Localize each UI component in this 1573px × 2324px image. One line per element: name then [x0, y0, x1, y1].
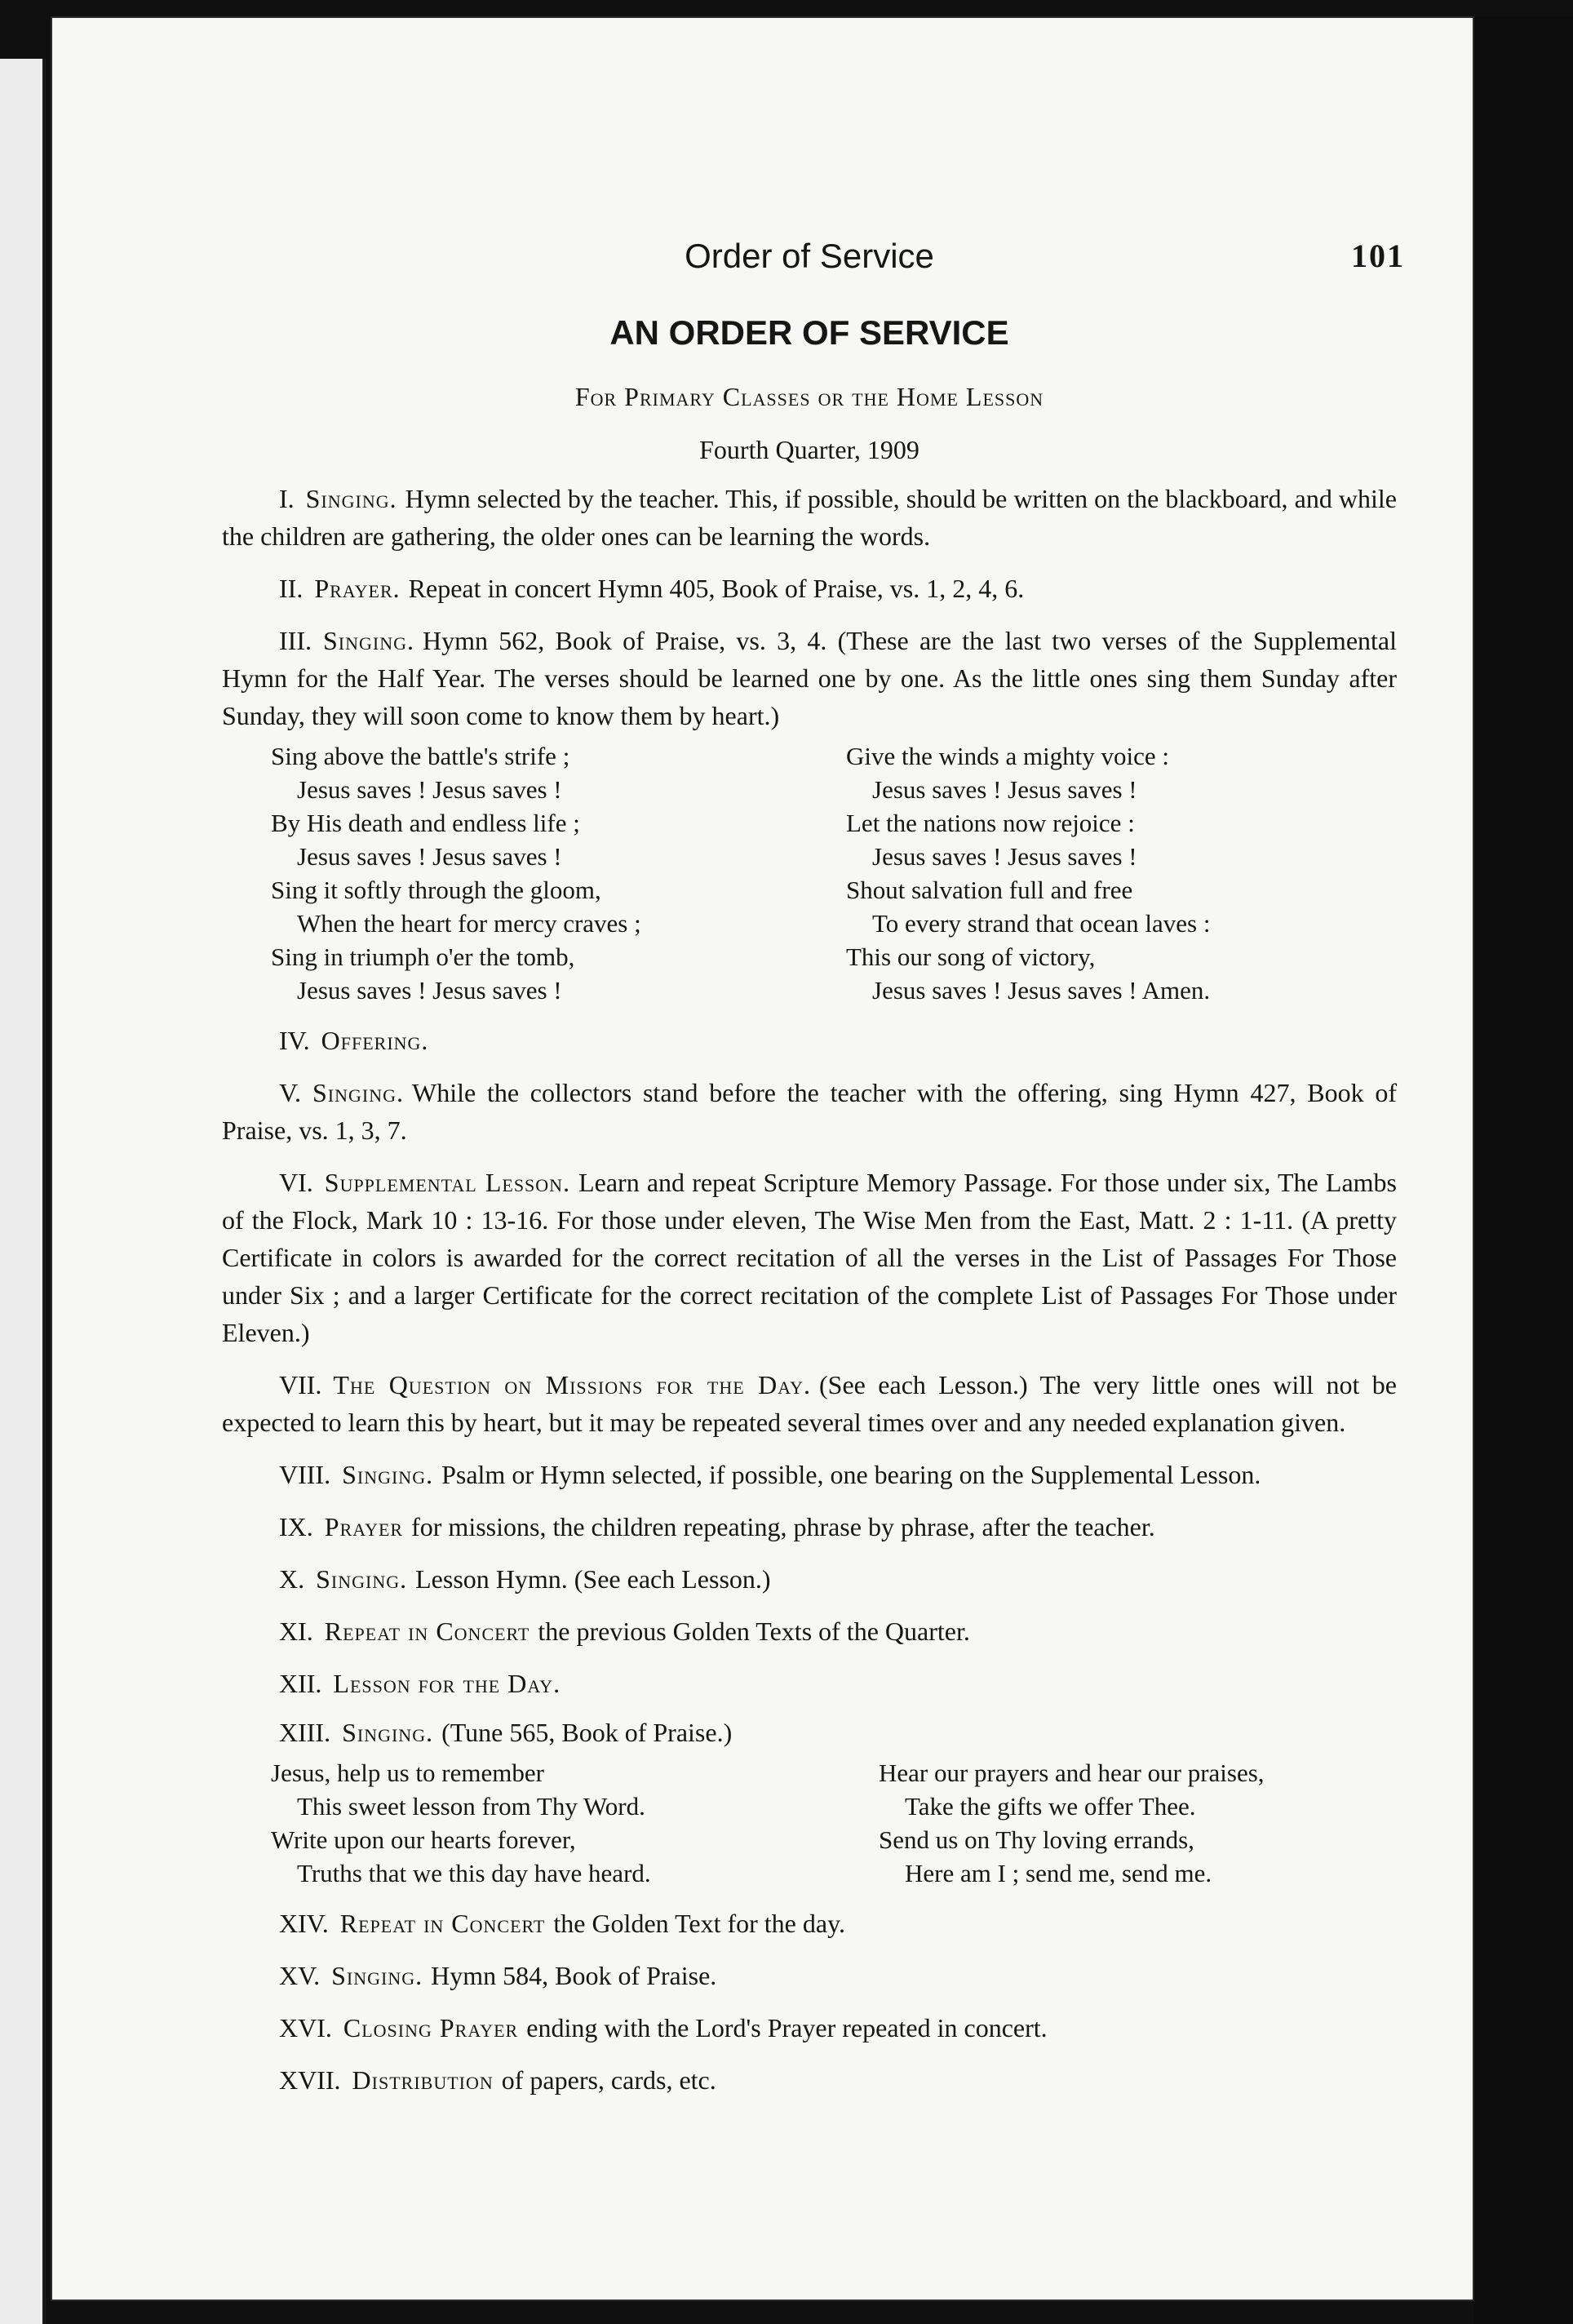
item-heading: Singing. [312, 1078, 404, 1107]
running-title: Order of Service [685, 237, 934, 275]
verse-line: Sing in triumph o'er the tomb, [271, 942, 575, 971]
item-text: for missions, the children repeating, phrase by phrase, after the teacher. [411, 1512, 1155, 1541]
item-number: XVI. [279, 2013, 332, 2042]
verse-line: Write upon our hearts forever, [271, 1825, 576, 1854]
verse-line: Jesus saves ! Jesus saves ! Amen. [872, 976, 1211, 1005]
item-heading: Singing. [322, 626, 414, 655]
item-xii [222, 1665, 1397, 1702]
verse-line: By His death and endless life ; [271, 809, 580, 837]
verse-line: Jesus saves ! Jesus saves ! [297, 775, 562, 804]
item-text: the Golden Text for the day. [553, 1909, 845, 1938]
item-ix [222, 1508, 1397, 1546]
verse-line: Send us on Thy loving errands, [879, 1825, 1194, 1854]
item-xi [222, 1612, 1397, 1650]
item-heading: Singing. [316, 1564, 408, 1594]
item-text: Repeat in concert Hymn 405, Book of Praise, vs. 1, 2, 4, 6. [408, 574, 1025, 603]
item-xv [222, 1957, 1397, 1994]
item-ii [222, 570, 1397, 607]
item-number: XV. [279, 1961, 321, 1990]
item-number: XVII. [279, 2065, 341, 2095]
item-iii [222, 622, 1397, 734]
item-heading: Offering. [321, 1026, 429, 1055]
item-x [222, 1560, 1397, 1598]
item-number: III. [279, 626, 312, 655]
item-heading: Singing. [342, 1460, 434, 1489]
item-number: XI. [279, 1617, 313, 1646]
verse-left [222, 739, 822, 1007]
page-content [222, 237, 1405, 2099]
item-number: II. [279, 574, 304, 603]
verse-line: Give the winds a mighty voice : [846, 742, 1170, 770]
verse-line: When the heart for mercy craves ; [297, 909, 641, 938]
verse-line: Jesus, help us to remember [271, 1759, 544, 1787]
item-text: Learn and repeat Scripture Memory Passage. For those under six, The Lambs of the Flock, Mark 10 : 13-16. For those under eleven, The Wise Men from the East, Matt. 2 : 1-11. (A pretty Certificate in colors is awarded for the correct recitation of all the verses in the List of Passages For Those under Six ; and a larger Certificate for the correct recitation of the complete List of Passages For Those under Eleven.) [222, 1168, 1398, 1347]
item-number: VI. [279, 1168, 313, 1197]
item-text: While the collectors stand before the teacher with the offering, sing Hymn 427, Book of Praise, vs. 1, 3, 7. [222, 1078, 1397, 1145]
item-xiv [222, 1905, 1397, 1942]
item-number: XII. [279, 1669, 322, 1698]
item-number: I. [279, 484, 295, 513]
item-number: XIV. [279, 1909, 329, 1938]
item-text: ending with the Lord's Prayer repeated in concert. [526, 2013, 1048, 2042]
item-xiii [222, 1714, 1397, 1751]
item-text: (Tune 565, Book of Praise.) [441, 1718, 733, 1747]
item-text: (See each Lesson.) The very little ones will not be expected to learn this by heart, but it may be repeated several times over and any needed explanation given. [222, 1370, 1398, 1437]
item-heading: Supplemental Lesson. [324, 1168, 571, 1197]
verse-line: Here am I ; send me, send me. [905, 1859, 1212, 1887]
item-vi [222, 1164, 1397, 1351]
item-heading: Distribution [352, 2065, 494, 2095]
verse-line: Let the nations now rejoice : [846, 809, 1135, 837]
item-heading: Prayer [324, 1512, 404, 1541]
item-heading: Closing Prayer [343, 2013, 519, 2042]
item-xvi [222, 2009, 1397, 2047]
item-number: X. [279, 1564, 305, 1594]
item-number: XIII. [279, 1718, 331, 1747]
item-heading: Singing. [342, 1718, 434, 1747]
item-text: Hymn 584, Book of Praise. [431, 1961, 717, 1990]
running-head [222, 237, 1405, 302]
verse-line: This sweet lesson from Thy Word. [297, 1792, 645, 1821]
item-heading: Singing. [305, 484, 397, 513]
item-text: the previous Golden Texts of the Quarter. [538, 1617, 970, 1646]
item-number: V. [279, 1078, 301, 1107]
hymn-562-verses [222, 739, 1397, 1007]
item-iv [222, 1022, 1397, 1059]
verse-line: Jesus saves ! Jesus saves ! [872, 775, 1137, 804]
verse-line: To every strand that ocean laves : [872, 909, 1211, 938]
item-text: of papers, cards, etc. [501, 2065, 716, 2095]
item-heading: The Question on Missions for the Day. [333, 1370, 811, 1399]
item-heading: Singing. [331, 1961, 423, 1990]
verse-line: Take the gifts we offer Thee. [905, 1792, 1196, 1821]
item-xvii [222, 2061, 1397, 2099]
item-text: Hymn selected by the teacher. This, if possible, should be written on the blackboard, and while the children are gathering, the older ones can be learning the words. [222, 484, 1397, 551]
book-page [51, 16, 1474, 2301]
facing-page-edge [0, 59, 46, 2324]
item-heading: Repeat in Concert [324, 1617, 530, 1646]
item-v [222, 1074, 1397, 1149]
verse-line: Shout salvation full and free [846, 876, 1133, 904]
verse-right [822, 739, 1397, 1007]
item-text: Lesson Hymn. (See each Lesson.) [415, 1564, 771, 1594]
item-text: Hymn 562, Book of Praise, vs. 3, 4. (These are the last two verses of the Supplemental Hymn for the Half Year. The verses should be learned one by one. As the little ones sing them Sunday after Sunday, they will soon come to know them by heart.) [222, 626, 1397, 730]
scan-border [1474, 16, 1573, 2324]
verse-left [222, 1756, 789, 1890]
page-title: AN ORDER OF SERVICE [609, 313, 1009, 352]
verse-right [789, 1756, 1397, 1890]
verse-line: Hear our prayers and hear our praises, [879, 1759, 1265, 1787]
item-number: VII. [279, 1370, 322, 1399]
item-number: IX. [279, 1512, 313, 1541]
verse-line: Sing above the battle's strife ; [271, 742, 570, 770]
item-heading: Prayer. [314, 574, 401, 603]
verse-line: Truths that we this day have heard. [297, 1859, 651, 1887]
item-number: IV. [279, 1026, 310, 1055]
page-number: 101 [1351, 237, 1405, 274]
verse-line: This our song of victory, [846, 942, 1096, 971]
item-heading: Lesson for the Day. [333, 1669, 561, 1698]
item-number: VIII. [279, 1460, 331, 1489]
item-text: Psalm or Hymn selected, if possible, one bearing on the Supplemental Lesson. [441, 1460, 1261, 1489]
date-line: Fourth Quarter, 1909 [699, 435, 919, 464]
hymn-565-verses [222, 1756, 1397, 1890]
verse-line: Sing it softly through the gloom, [271, 876, 601, 904]
verse-line: Jesus saves ! Jesus saves ! [297, 976, 562, 1005]
item-heading: Repeat in Concert [339, 1909, 546, 1938]
verse-line: Jesus saves ! Jesus saves ! [872, 842, 1137, 871]
item-i [222, 480, 1397, 555]
subtitle: For Primary Classes or the Home Lesson [574, 382, 1044, 411]
item-vii [222, 1366, 1397, 1441]
verse-line: Jesus saves ! Jesus saves ! [297, 842, 562, 871]
item-viii [222, 1456, 1397, 1493]
